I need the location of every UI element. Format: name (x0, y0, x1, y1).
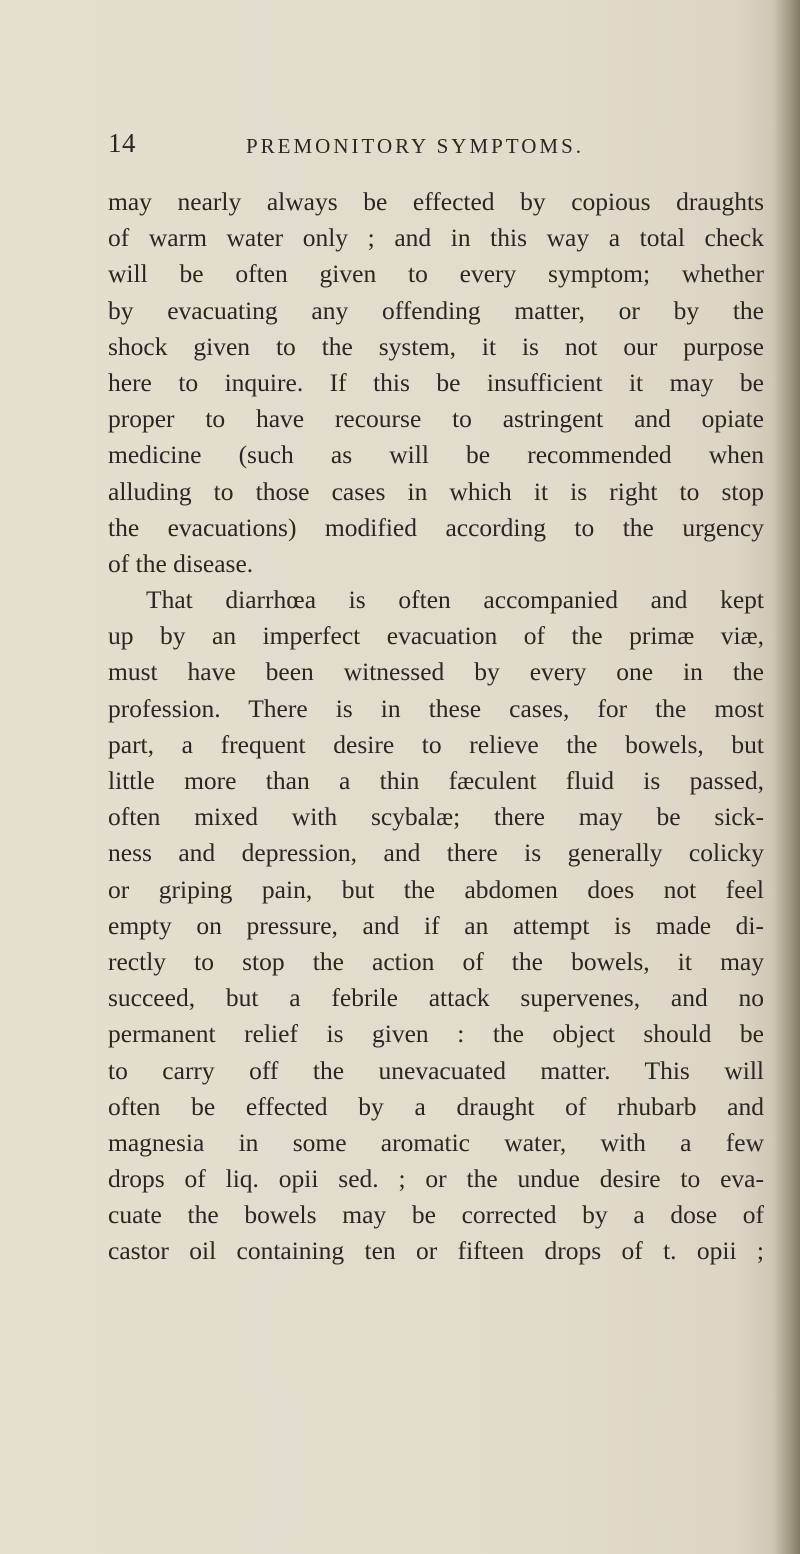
text-line: shock given to the system, it is not our purpose (108, 331, 764, 361)
text-line: part, a frequent desire to relieve the bowels, but (108, 729, 764, 759)
text-line: cuate the bowels may be corrected by a dose of (108, 1200, 764, 1230)
text-line: proper to have recourse to astringent and opiate (108, 404, 764, 434)
text-line: permanent relief is given : the object should be (108, 1019, 764, 1049)
text-line: often mixed with scybalæ; there may be sick- (108, 802, 764, 832)
paragraph-end-line: of the disease. (108, 548, 254, 578)
text-line: may nearly always be effected by copious draughts (108, 187, 764, 216)
running-head: PREMONITORY SYMPTOMS. (246, 134, 585, 158)
text-line: here to inquire. If this be insufficient it may be (108, 367, 764, 397)
text-line: profession. There is in these cases, for the most (108, 693, 764, 723)
text-line: will be often given to every symptom; whether (108, 259, 764, 289)
page-header (0, 128, 800, 168)
text-line: little more than a thin fæculent fluid is passed, (108, 766, 764, 795)
text-line: must have been witnessed by every one in the (108, 657, 764, 687)
text-line: or griping pain, but the abdomen does not feel (108, 874, 764, 904)
text-line: medicine (such as will be recommended when (108, 440, 764, 470)
text-line: the evacuations) modified according to the urgency (108, 512, 764, 542)
paragraph-start-line: That diarrhœa is often accompanied and kept (146, 585, 764, 615)
text-line: drops of liq. opii sed. ; or the undue desire to eva- (108, 1164, 764, 1194)
text-line: empty on pressure, and if an attempt is made di- (108, 910, 764, 940)
text-line: ness and depression, and there is generally colicky (108, 838, 764, 868)
text-line: rectly to stop the action of the bowels, it may (108, 946, 764, 976)
text-line: castor oil containing ten or fifteen drops of t. opii ; (108, 1236, 764, 1266)
body-text (108, 184, 764, 1270)
text-line: alluding to those cases in which it is right to stop (108, 476, 764, 506)
page-edge-shadow (772, 0, 800, 1554)
text-line: magnesia in some aromatic water, with a few (108, 1127, 764, 1157)
text-line: succeed, but a febrile attack supervenes, and no (108, 983, 764, 1013)
text-line: by evacuating any offending matter, or by the (108, 295, 764, 325)
text-line: of warm water only ; and in this way a total check (108, 223, 764, 253)
text-line: often be effected by a draught of rhubarb and (108, 1091, 764, 1121)
text-line: to carry off the unevacuated matter. This will (108, 1055, 764, 1085)
text-line: up by an imperfect evacuation of the primæ viæ, (108, 621, 764, 651)
page-number: 14 (108, 128, 136, 158)
